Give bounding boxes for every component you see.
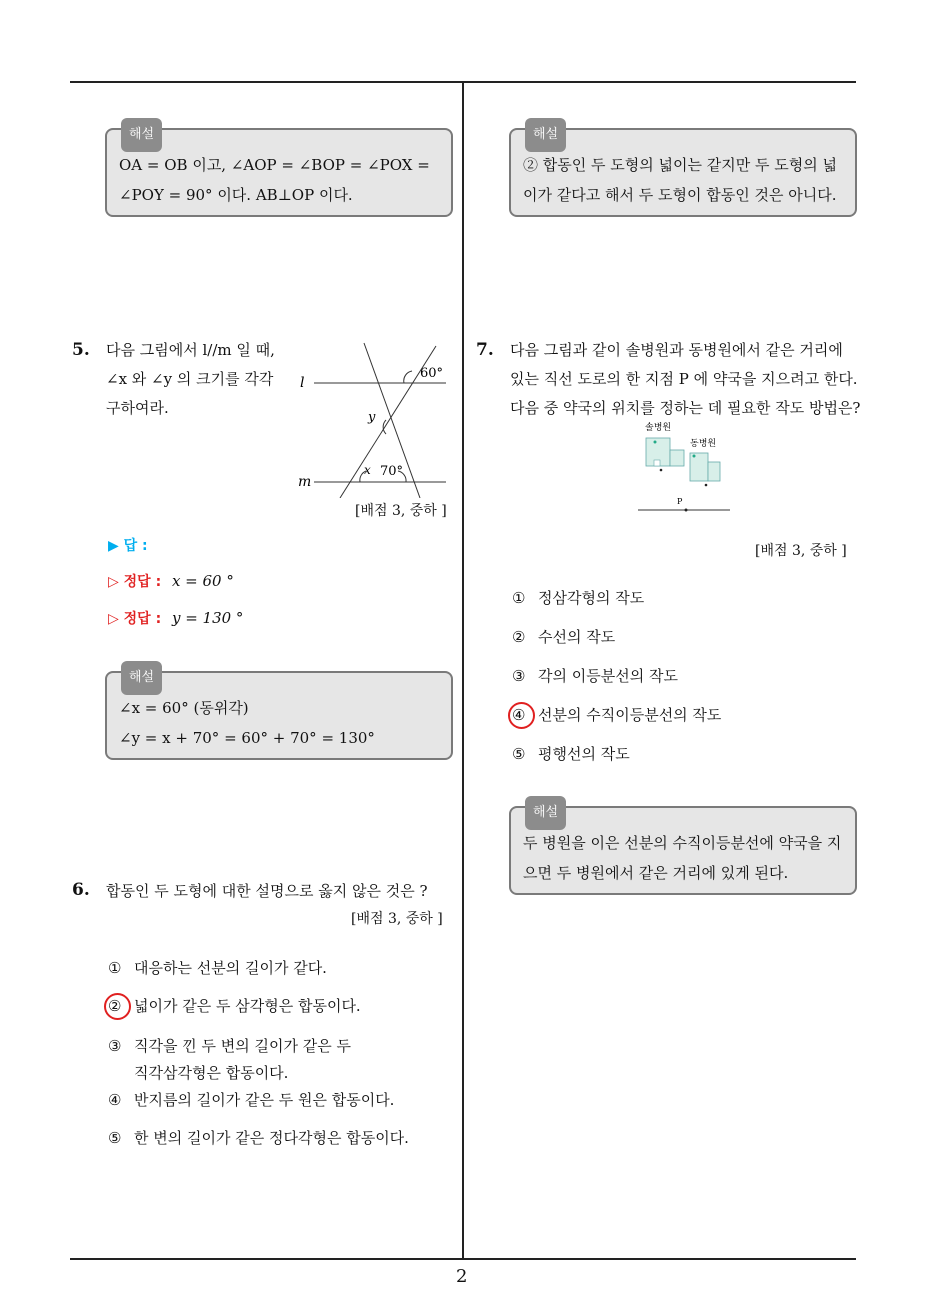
- hospitals-figure: [630, 418, 740, 518]
- question-number: 7.: [476, 340, 494, 360]
- choice-number: ⑤: [512, 745, 526, 763]
- correct-label: ▷ 정답 :: [108, 574, 162, 590]
- angle-bottom: 70°: [380, 464, 404, 479]
- choice-text: 각의 이등분선의 작도: [538, 667, 678, 685]
- angle-top: 60°: [420, 366, 444, 381]
- question-text: [510, 336, 870, 423]
- solution-tag: 해설: [121, 118, 162, 152]
- choice-text: 직각을 낀 두 변의 길이가 같은 두: [134, 1037, 351, 1055]
- choice-number: ④: [512, 706, 526, 724]
- choice-number: ⑤: [108, 1129, 122, 1147]
- choice-3[interactable]: [108, 1033, 351, 1087]
- choice-text: 선분의 수직이등분선의 작도: [538, 706, 722, 724]
- angle-y: y: [368, 410, 376, 425]
- label-m: m: [298, 474, 312, 490]
- choice-text: 평행선의 작도: [538, 745, 630, 763]
- question-line: 다음 그림에서 l//m 일 때,: [106, 341, 275, 359]
- score-q5: [배점 3, 중하 ]: [355, 503, 447, 519]
- choice-2[interactable]: [108, 993, 361, 1020]
- solution-line: ∠POY = 90° 이다. AB⊥OP 이다.: [119, 186, 353, 204]
- choice-text: 반지름의 길이가 같은 두 원은 합동이다.: [134, 1091, 395, 1109]
- answer-label: ▶ 답 :: [108, 538, 148, 554]
- angle-x: x: [364, 463, 371, 477]
- page-number: 2: [456, 1266, 468, 1287]
- solution-box-q4: [105, 128, 453, 217]
- solution-tag: 해설: [525, 796, 566, 830]
- hospital-b-label: 동병원: [690, 439, 717, 449]
- choice-text: 넓이가 같은 두 삼각형은 합동이다.: [134, 997, 361, 1015]
- choice-3[interactable]: [512, 663, 678, 690]
- solution-line: ∠x = 60° (동위각): [119, 699, 249, 717]
- question-line: 구하여라.: [106, 399, 169, 417]
- solution-box-q6: [509, 128, 857, 217]
- hospital-b-icon: [690, 453, 720, 481]
- choice-1[interactable]: [512, 585, 644, 612]
- choice-text-continued: 직각삼각형은 합동이다.: [134, 1064, 289, 1082]
- correct-choice-circle: [104, 993, 131, 1020]
- answer-line: [108, 535, 148, 555]
- choice-4[interactable]: [108, 1087, 394, 1114]
- correct-value: y = 130 °: [171, 609, 244, 627]
- bottom-rule: [70, 1258, 856, 1260]
- question-text: [106, 336, 296, 423]
- solution-line: ∠y = x + 70° = 60° + 70° = 130°: [119, 729, 375, 747]
- label-l: l: [300, 375, 305, 391]
- solution-line: ② 합동인 두 도형의 넓이는 같지만 두 도형의 넓: [523, 156, 837, 174]
- question-line: 다음 그림과 같이 솔병원과 동병원에서 같은 거리에: [510, 341, 843, 359]
- choice-number: ④: [108, 1091, 122, 1109]
- point-p-label: P: [677, 497, 683, 506]
- solution-box-q7: [509, 806, 857, 895]
- choice-number: ②: [512, 628, 526, 646]
- solution-line: 두 병원을 이은 선분의 수직이등분선에 약국을 지: [523, 834, 842, 852]
- correct-value: x = 60 °: [171, 572, 234, 590]
- choice-5[interactable]: [108, 1125, 409, 1152]
- choice-text: 한 변의 길이가 같은 정다각형은 합동이다.: [134, 1129, 409, 1147]
- choice-number: ①: [108, 959, 122, 977]
- column-divider: [462, 83, 464, 1259]
- score-q6: [배점 3, 중하 ]: [351, 911, 443, 927]
- hospital-a-label: 솔병원: [645, 423, 672, 433]
- parallel-lines-figure: [296, 338, 456, 498]
- choice-number: ③: [512, 667, 526, 685]
- choice-number: ①: [512, 589, 526, 607]
- question-line: ∠x 와 ∠y 의 크기를 각각: [106, 370, 274, 388]
- question-number: 6.: [72, 880, 90, 900]
- correct-answer-1: [108, 571, 234, 591]
- solution-box-q5: [105, 671, 453, 760]
- correct-choice-circle: [508, 702, 535, 729]
- hospital-a-icon: [646, 438, 684, 466]
- choice-4[interactable]: [512, 702, 721, 729]
- score-q7: [배점 3, 중하 ]: [755, 543, 847, 559]
- choice-1[interactable]: [108, 955, 327, 982]
- question-number: 5.: [72, 340, 90, 360]
- solution-line: 이가 같다고 해서 두 도형이 합동인 것은 아니다.: [523, 186, 837, 204]
- choice-number: ②: [108, 997, 122, 1015]
- solution-line: 으면 두 병원에서 같은 거리에 있게 된다.: [523, 864, 789, 882]
- correct-label: ▷ 정답 :: [108, 611, 162, 627]
- choice-5[interactable]: [512, 741, 630, 768]
- solution-tag: 해설: [121, 661, 162, 695]
- choice-text: 정삼각형의 작도: [538, 589, 645, 607]
- choice-2[interactable]: [512, 624, 615, 651]
- solution-line: OA = OB 이고, ∠AOP = ∠BOP = ∠POX =: [119, 156, 430, 174]
- choice-text: 수선의 작도: [538, 628, 616, 646]
- choice-number: ③: [108, 1037, 122, 1055]
- correct-answer-2: [108, 608, 243, 628]
- choice-text: 대응하는 선분의 길이가 같다.: [134, 959, 327, 977]
- question-text: 합동인 두 도형에 대한 설명으로 옳지 않은 것은 ?: [106, 882, 428, 900]
- question-line: 다음 중 약국의 위치를 정하는 데 필요한 작도 방법은?: [510, 399, 861, 417]
- solution-tag: 해설: [525, 118, 566, 152]
- question-line: 있는 직선 도로의 한 지점 P 에 약국을 지으려고 한다.: [510, 370, 858, 388]
